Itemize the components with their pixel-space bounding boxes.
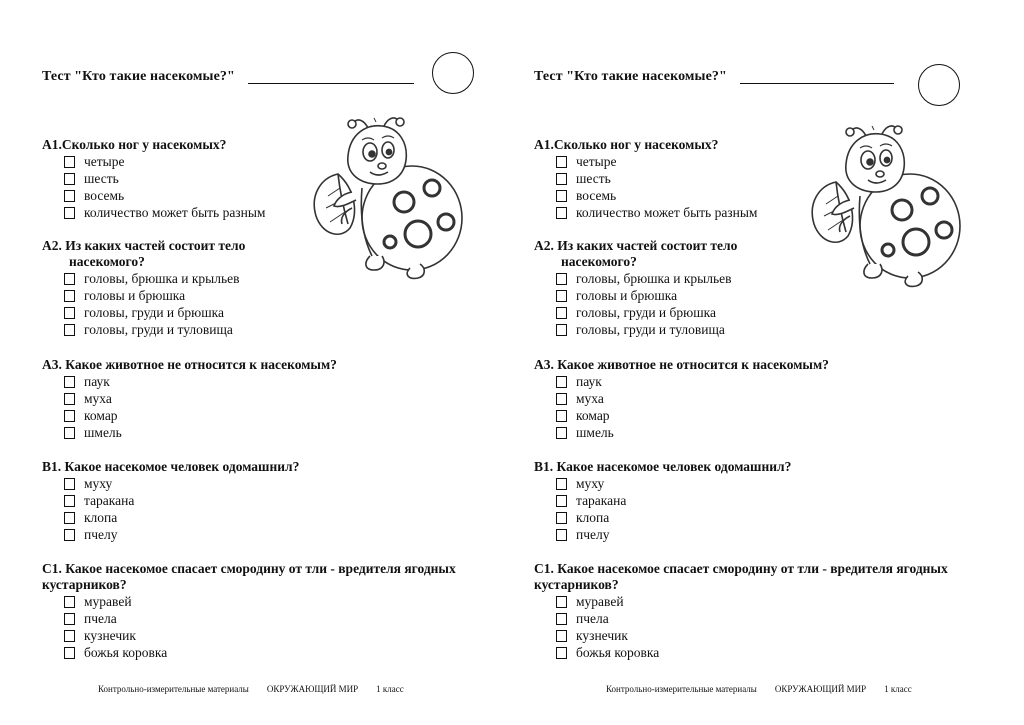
answer-option[interactable] [556, 407, 829, 424]
ladybug-icon [300, 112, 470, 282]
options-list [534, 593, 954, 661]
question-text [42, 238, 268, 270]
question-3 [534, 357, 829, 441]
answer-checkbox[interactable] [64, 173, 75, 185]
question-text [534, 561, 954, 593]
answer-checkbox[interactable] [64, 156, 75, 168]
answer-label: клопа [84, 510, 118, 525]
question-text-main: А2. Из каких частей состоит тело [42, 238, 246, 253]
answer-option[interactable] [64, 304, 268, 321]
answer-label: муравей [576, 594, 624, 609]
options-list [42, 153, 265, 221]
answer-label: головы, брюшка и крыльев [84, 271, 240, 286]
answer-checkbox[interactable] [556, 393, 567, 405]
answer-checkbox[interactable] [64, 512, 75, 524]
footer-subject: ОКРУЖАЮЩИЙ МИР [266, 684, 359, 694]
grade-circle [918, 64, 960, 106]
answer-label: количество может быть разным [576, 205, 758, 220]
footer-subject: ОКРУЖАЮЩИЙ МИР [774, 684, 867, 694]
question-text [534, 357, 829, 373]
question-text [42, 459, 299, 475]
ladybug-icon [798, 120, 968, 290]
answer-label: муха [84, 391, 112, 406]
footer-grade: 1 класс [376, 684, 404, 694]
answer-label: шмель [84, 425, 122, 440]
answer-option[interactable] [556, 390, 829, 407]
answer-checkbox[interactable] [556, 173, 567, 185]
answer-option[interactable] [556, 321, 760, 338]
answer-label: головы и брюшка [84, 288, 186, 303]
name-line [740, 83, 894, 84]
question-5 [534, 561, 954, 661]
answer-option[interactable] [556, 304, 760, 321]
answer-option[interactable] [64, 627, 462, 644]
answer-option[interactable] [64, 373, 337, 390]
answer-checkbox[interactable] [556, 596, 567, 608]
answer-checkbox[interactable] [556, 427, 567, 439]
answer-checkbox[interactable] [64, 630, 75, 642]
answer-option[interactable] [64, 424, 337, 441]
answer-checkbox[interactable] [556, 307, 567, 319]
answer-label: головы, груди и брюшка [84, 305, 224, 320]
answer-option[interactable] [64, 593, 462, 610]
answer-label: шесть [576, 171, 611, 186]
footer [98, 684, 404, 694]
answer-option[interactable] [556, 475, 791, 492]
answer-checkbox[interactable] [64, 376, 75, 388]
answer-label: муха [576, 391, 604, 406]
options-list [42, 270, 268, 338]
question-2 [42, 238, 268, 338]
answer-checkbox[interactable] [556, 207, 567, 219]
answer-checkbox[interactable] [556, 647, 567, 659]
answer-label: четыре [84, 154, 125, 169]
question-text [534, 238, 760, 270]
options-list [42, 593, 462, 661]
answer-option[interactable] [556, 492, 791, 509]
answer-label: количество может быть разным [84, 205, 266, 220]
options-list [534, 270, 760, 338]
answer-option[interactable] [64, 610, 462, 627]
answer-label: паук [84, 374, 110, 389]
answer-label: пчела [576, 611, 609, 626]
question-text-main: С1. Какое насекомое спасает смородину от тли - вредителя ягодных кустарников? [42, 561, 456, 592]
answer-label: комар [84, 408, 118, 423]
answer-label: пчелу [84, 527, 118, 542]
answer-checkbox[interactable] [64, 495, 75, 507]
answer-label: таракана [576, 493, 627, 508]
answer-checkbox[interactable] [556, 478, 567, 490]
options-list [42, 373, 337, 441]
answer-checkbox[interactable] [64, 273, 75, 285]
question-text-main: В1. Какое насекомое человек одомашнил? [534, 459, 792, 474]
answer-label: восемь [576, 188, 617, 203]
answer-checkbox[interactable] [556, 512, 567, 524]
question-text-main: С1. Какое насекомое спасает смородину от тли - вредителя ягодных кустарников? [534, 561, 948, 592]
test-title: Тест "Кто такие насекомые?" [534, 69, 727, 84]
question-5 [42, 561, 462, 661]
answer-label: кузнечик [84, 628, 136, 643]
question-text-continuation: насекомого? [561, 254, 637, 269]
answer-label: пчела [84, 611, 117, 626]
answer-checkbox[interactable] [64, 427, 75, 439]
answer-label: головы, груди и брюшка [576, 305, 716, 320]
options-list [42, 475, 299, 543]
options-list [534, 153, 757, 221]
answer-label: шесть [84, 171, 119, 186]
answer-option[interactable] [64, 321, 268, 338]
name-line [248, 83, 414, 84]
answer-checkbox[interactable] [556, 529, 567, 541]
question-text [534, 137, 757, 153]
answer-option[interactable] [64, 287, 268, 304]
answer-checkbox[interactable] [556, 324, 567, 336]
answer-option[interactable] [556, 644, 954, 661]
answer-option[interactable] [64, 475, 299, 492]
question-text-main: В1. Какое насекомое человек одомашнил? [42, 459, 300, 474]
answer-checkbox[interactable] [556, 410, 567, 422]
answer-label: кузнечик [576, 628, 628, 643]
answer-option[interactable] [556, 287, 760, 304]
answer-option[interactable] [556, 204, 757, 221]
answer-option[interactable] [64, 509, 299, 526]
answer-label: муравей [84, 594, 132, 609]
answer-checkbox[interactable] [556, 376, 567, 388]
answer-checkbox[interactable] [64, 410, 75, 422]
answer-label: таракана [84, 493, 135, 508]
question-text-main: А3. Какое животное не относится к насекомым? [42, 357, 337, 372]
answer-label: восемь [84, 188, 125, 203]
question-text-main: А1.Сколько ног у насекомых? [42, 137, 227, 152]
question-4 [42, 459, 299, 543]
answer-checkbox[interactable] [556, 190, 567, 202]
answer-option[interactable] [556, 627, 954, 644]
answer-label: головы, груди и туловища [84, 322, 233, 337]
question-text [42, 357, 337, 373]
answer-option[interactable] [556, 373, 829, 390]
answer-checkbox[interactable] [64, 393, 75, 405]
answer-label: паук [576, 374, 602, 389]
answer-label: муху [576, 476, 605, 491]
footer-materials: Контрольно-измерительные материалы [98, 684, 249, 694]
answer-label: шмель [576, 425, 614, 440]
answer-option[interactable] [64, 644, 462, 661]
answer-label: головы, груди и туловища [576, 322, 725, 337]
options-list [534, 373, 829, 441]
answer-checkbox[interactable] [64, 613, 75, 625]
answer-label: комар [576, 408, 610, 423]
answer-option[interactable] [556, 187, 757, 204]
answer-checkbox[interactable] [64, 647, 75, 659]
footer-grade: 1 класс [884, 684, 912, 694]
answer-checkbox[interactable] [64, 596, 75, 608]
answer-checkbox[interactable] [556, 290, 567, 302]
answer-option[interactable] [64, 492, 299, 509]
answer-checkbox[interactable] [64, 324, 75, 336]
answer-checkbox[interactable] [64, 290, 75, 302]
answer-option[interactable] [556, 526, 791, 543]
question-text [42, 561, 462, 593]
answer-option[interactable] [556, 610, 954, 627]
answer-checkbox[interactable] [556, 630, 567, 642]
answer-option[interactable] [64, 407, 337, 424]
answer-option[interactable] [556, 270, 760, 287]
test-sheet-right [492, 0, 1004, 725]
footer [606, 684, 912, 694]
answer-option[interactable] [556, 593, 954, 610]
answer-option[interactable] [64, 187, 265, 204]
answer-label: муху [84, 476, 113, 491]
grade-circle [432, 52, 474, 94]
answer-checkbox[interactable] [64, 190, 75, 202]
question-2 [534, 238, 760, 338]
question-text [534, 459, 791, 475]
question-4 [534, 459, 791, 543]
answer-checkbox[interactable] [556, 495, 567, 507]
question-text [42, 137, 265, 153]
answer-option[interactable] [556, 170, 757, 187]
question-1 [42, 137, 265, 221]
answer-option[interactable] [556, 509, 791, 526]
question-text-continuation: насекомого? [69, 254, 145, 269]
question-3 [42, 357, 337, 441]
answer-option[interactable] [64, 270, 268, 287]
question-text-main: А3. Какое животное не относится к насекомым? [534, 357, 829, 372]
answer-label: клопа [576, 510, 610, 525]
answer-option[interactable] [64, 526, 299, 543]
answer-label: головы, брюшка и крыльев [576, 271, 732, 286]
answer-option[interactable] [64, 153, 265, 170]
answer-label: божья коровка [576, 645, 660, 660]
answer-label: божья коровка [84, 645, 168, 660]
answer-option[interactable] [64, 390, 337, 407]
footer-materials: Контрольно-измерительные материалы [606, 684, 757, 694]
test-title: Тест "Кто такие насекомые?" [42, 69, 235, 84]
answer-checkbox[interactable] [556, 273, 567, 285]
question-text-main: А2. Из каких частей состоит тело [534, 238, 738, 253]
question-text-main: А1.Сколько ног у насекомых? [534, 137, 719, 152]
question-1 [534, 137, 757, 221]
answer-checkbox[interactable] [64, 478, 75, 490]
answer-checkbox[interactable] [64, 529, 75, 541]
options-list [534, 475, 791, 543]
answer-checkbox[interactable] [556, 613, 567, 625]
answer-option[interactable] [556, 424, 829, 441]
answer-checkbox[interactable] [64, 207, 75, 219]
answer-label: головы и брюшка [576, 288, 678, 303]
answer-checkbox[interactable] [556, 156, 567, 168]
answer-label: пчелу [576, 527, 610, 542]
answer-option[interactable] [64, 170, 265, 187]
answer-checkbox[interactable] [64, 307, 75, 319]
answer-option[interactable] [556, 153, 757, 170]
answer-label: четыре [576, 154, 617, 169]
answer-option[interactable] [64, 204, 265, 221]
